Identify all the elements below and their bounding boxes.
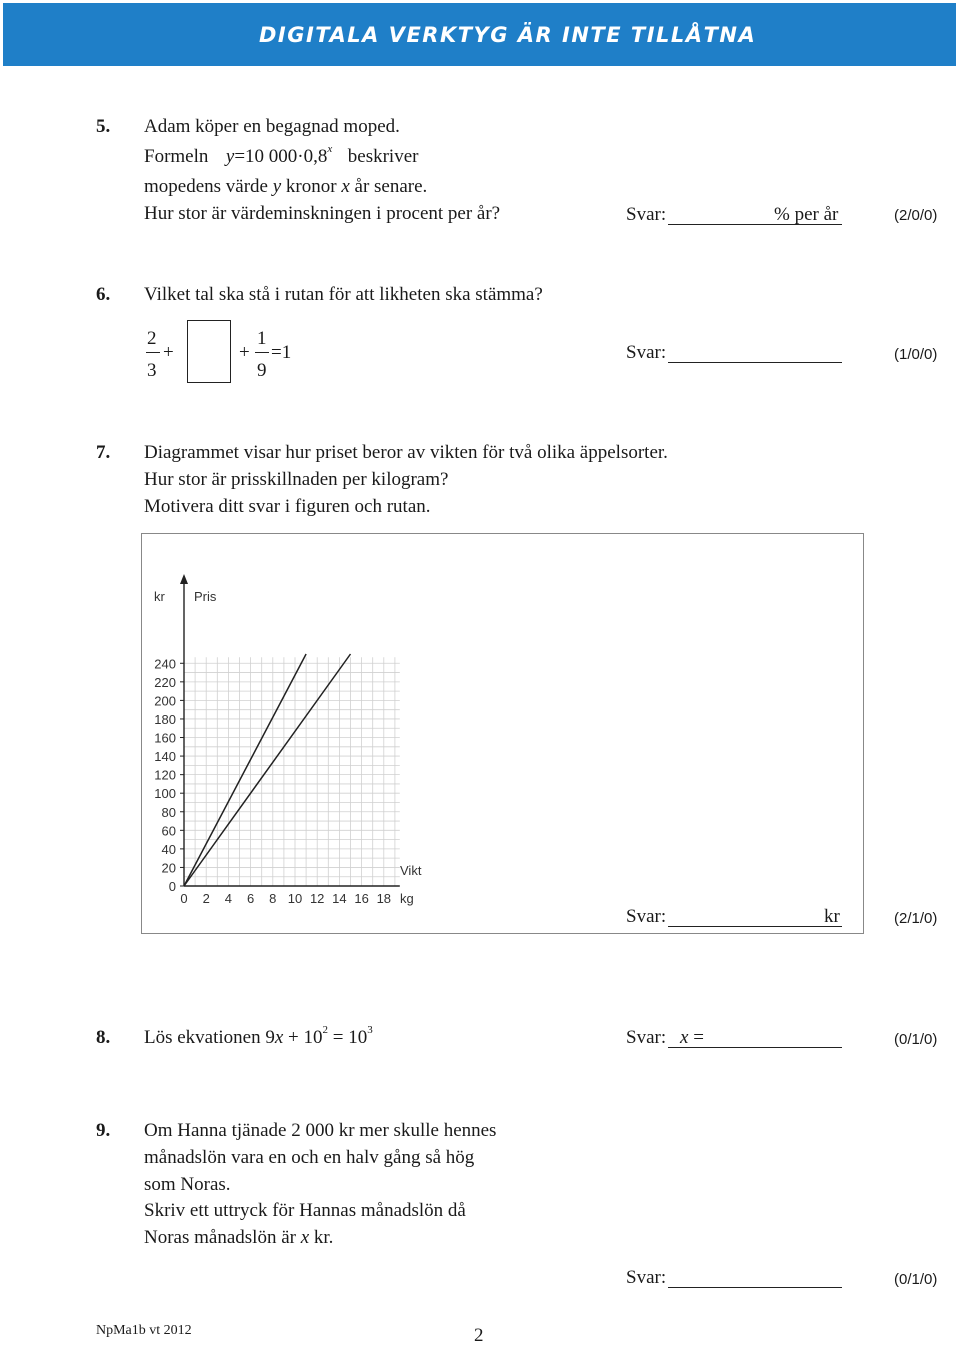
q5-points: (2/0/0)	[894, 207, 938, 224]
q6-frac2-bar	[255, 352, 269, 353]
y-tick-label: 80	[161, 804, 176, 820]
x-tick-label: 0	[180, 891, 188, 906]
x-tick-label: 6	[246, 891, 255, 906]
q5-formula-pre: Formeln	[144, 146, 209, 167]
y-tick-label: 140	[154, 749, 176, 765]
q7-answer-label: Svar:	[626, 906, 667, 927]
q5-formula-post: beskriver	[347, 146, 419, 167]
q6-plus2: +	[239, 342, 250, 363]
x-axis-title: Vikt	[400, 863, 422, 878]
x-tick-label: 14	[332, 891, 347, 906]
q7-line2: Hur stor är prisskillnaden per kilogram?	[144, 469, 449, 490]
y-axis-title: Pris	[194, 589, 217, 604]
y-axis-unit: kr	[154, 589, 165, 604]
q6-frac1-den: 3	[147, 360, 157, 381]
y-tick-label: 180	[154, 711, 176, 727]
q6-points: (1/0/0)	[894, 346, 938, 363]
y-tick-label: 20	[161, 860, 176, 876]
y-tick-label: 240	[154, 656, 176, 672]
x-tick-label: 16	[354, 891, 369, 906]
price-weight-chart	[142, 560, 442, 920]
chart-grid	[184, 657, 400, 886]
y-tick-label: 60	[161, 823, 176, 839]
q6-plus1: +	[163, 342, 174, 363]
q7-line1: Diagrammet visar hur priset beror av vikten för två olika äppelsorter.	[144, 442, 668, 463]
y-tick-label: 0	[168, 879, 176, 894]
chart-series	[184, 654, 351, 886]
q6-equals: =1	[271, 342, 292, 363]
page-number: 2	[474, 1325, 484, 1346]
price-line-2	[184, 654, 351, 886]
q9-line1: Om Hanna tjänade 2 000 kr mer skulle hennes	[144, 1120, 497, 1141]
y-tick-label: 40	[161, 841, 176, 857]
q7-number: 7.	[96, 442, 111, 463]
q6-frac2-num: 1	[257, 328, 267, 349]
price-line-1	[184, 654, 306, 886]
q5-number: 5.	[96, 116, 111, 137]
y-tick-label: 120	[154, 767, 176, 783]
q7-answer-unit: kr	[824, 906, 840, 927]
q7-line3: Motivera ditt svar i figuren och rutan.	[144, 496, 431, 517]
q6-frac1-num: 2	[147, 328, 157, 349]
y-tick-label: 100	[154, 786, 176, 802]
q6-answer-box[interactable]	[187, 320, 231, 383]
q8-answer-prefix: x =	[680, 1027, 704, 1048]
q5-answer-label: Svar:	[626, 204, 667, 225]
q8-points: (0/1/0)	[894, 1031, 938, 1048]
q6-number: 6.	[96, 284, 111, 305]
banner-title: DIGITALA VERKTYG ÄR INTE TILLÅTNA	[259, 23, 757, 47]
q9-line4: Skriv ett uttryck för Hannas månadslön då	[144, 1200, 466, 1221]
q6-frac1-bar	[146, 352, 160, 353]
q9-number: 9.	[96, 1120, 111, 1141]
q7-answer-line[interactable]	[668, 926, 842, 927]
q5-answer-unit: % per år	[774, 204, 839, 225]
q5-line3: mopedens värde y kronor x år senare.	[144, 176, 428, 197]
q9-line3: som Noras.	[144, 1174, 231, 1195]
y-axis-arrow	[180, 574, 188, 584]
x-tick-label: 12	[309, 891, 325, 906]
x-tick-label: 10	[287, 891, 303, 906]
q8-equation: Lös ekvationen $9x + 10^2 = 10^3$	[144, 1024, 373, 1048]
q5-line1: Adam köper en begagnad moped.	[144, 116, 400, 137]
q9-points: (0/1/0)	[894, 1271, 938, 1288]
x-tick-label: 8	[269, 891, 277, 906]
y-tick-label: 160	[154, 730, 176, 746]
x-tick-label: 18	[376, 891, 392, 906]
x-axis-unit: kg	[400, 891, 414, 906]
q5-line4: Hur stor är värdeminskningen i procent per år?	[144, 203, 501, 224]
header-banner	[3, 3, 956, 66]
q9-answer-label: Svar:	[626, 1267, 667, 1288]
q8-answer-line[interactable]	[668, 1047, 842, 1048]
q6-answer-line[interactable]	[668, 362, 842, 363]
q8-number: 8.	[96, 1027, 111, 1048]
q7-points: (2/1/0)	[894, 910, 938, 927]
q6-frac2-den: 9	[257, 360, 267, 381]
q6-text: Vilket tal ska stå i rutan för att likheten ska stämma?	[144, 284, 543, 305]
q6-answer-label: Svar:	[626, 342, 667, 363]
q9-line2: månadslön vara en och en halv gång så hög	[144, 1147, 475, 1168]
y-tick-label: 200	[154, 693, 176, 709]
q9-answer-line[interactable]	[668, 1287, 842, 1288]
q5-formula-eq: =10 000·0,8	[234, 146, 328, 167]
x-tick-label: 2	[202, 891, 210, 906]
y-tick-label: 220	[154, 674, 176, 690]
x-tick-label: 4	[224, 891, 233, 906]
q5-line2	[144, 143, 419, 168]
q5-formula-exp: x	[327, 143, 333, 155]
q5-formula-y: y	[225, 146, 235, 167]
q9-line5: Noras månadslön är x kr.	[144, 1227, 334, 1248]
footer-code: NpMa1b vt 2012	[96, 1323, 192, 1338]
q8-answer-label: Svar:	[626, 1027, 667, 1048]
